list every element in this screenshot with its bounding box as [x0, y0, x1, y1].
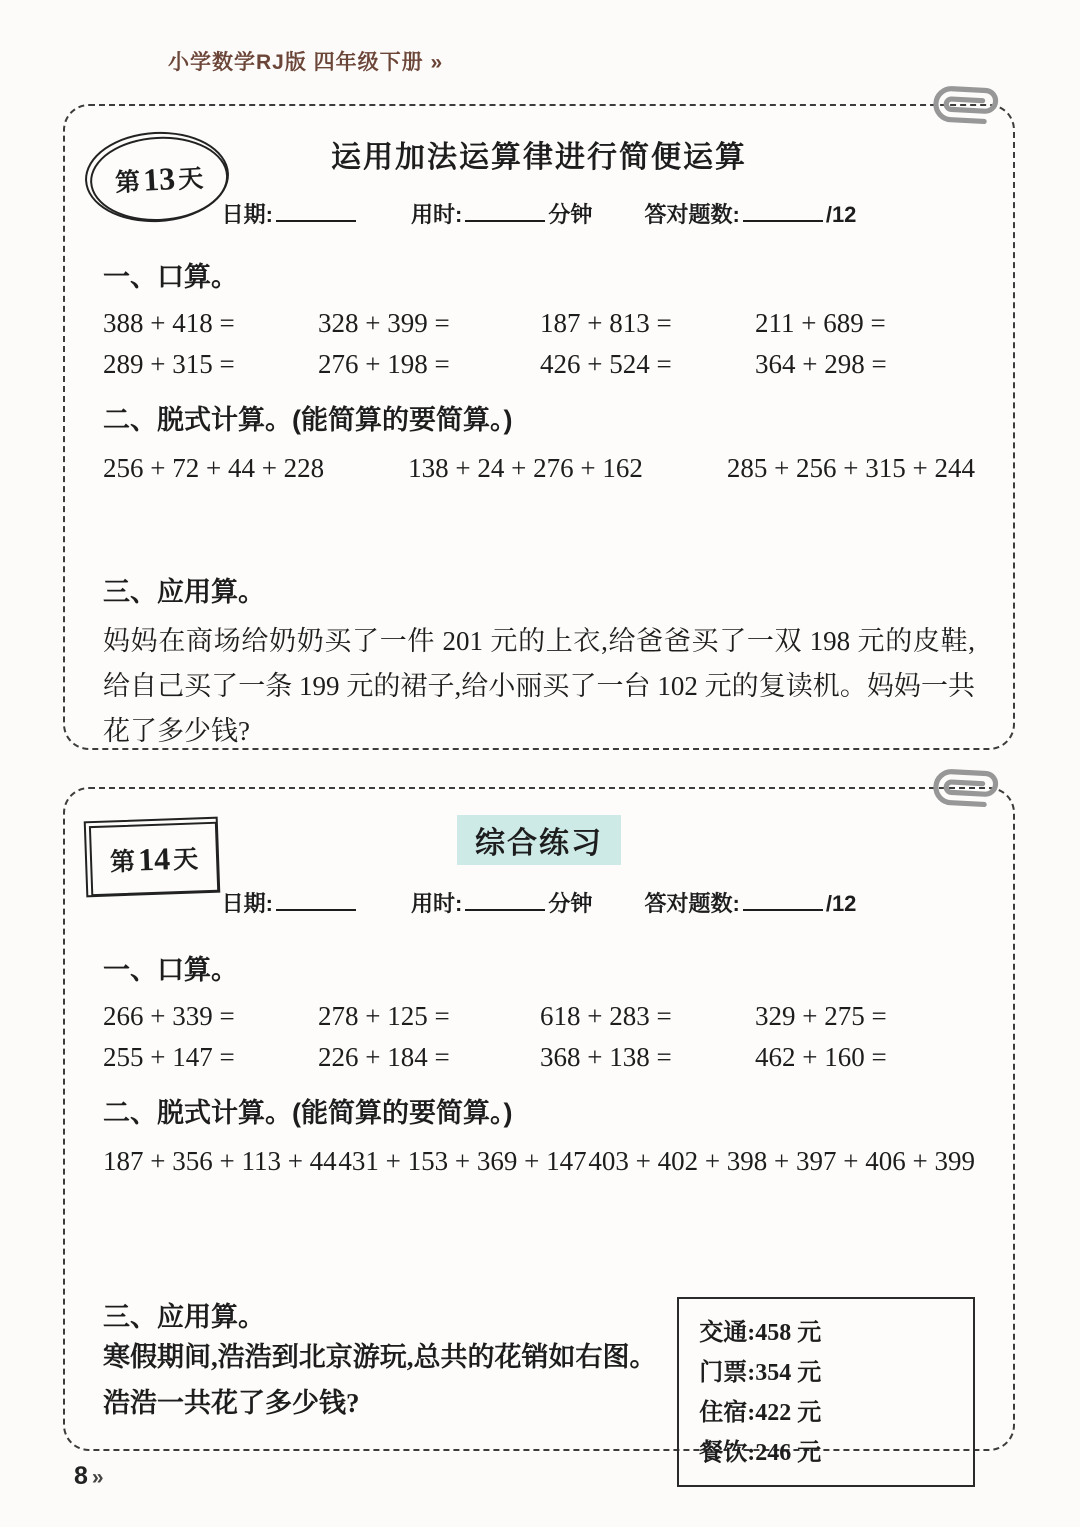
- badge-number: 14: [137, 839, 171, 877]
- time-blank: [465, 891, 545, 911]
- day13-oral-row1: [103, 308, 975, 339]
- time-blank: [465, 202, 545, 222]
- day14-applied-section: [103, 1295, 975, 1487]
- badge-number: 13: [142, 159, 176, 198]
- expense-line: 餐饮:246 元: [699, 1440, 822, 1466]
- oral-expression: 462 + 160 =: [755, 1042, 887, 1072]
- page-number: [74, 1462, 104, 1491]
- oral-expression: 364 + 298 =: [755, 349, 887, 379]
- date-label: 日期:: [221, 891, 273, 916]
- day14-oral-row1: [103, 1001, 975, 1032]
- oral-expression: 187 + 813 =: [540, 308, 672, 338]
- day14-applied-heading: 三、应用算。: [103, 1302, 265, 1332]
- badge-suffix: 天: [177, 164, 204, 194]
- day14-title: [103, 815, 975, 865]
- tuoshi-expression: 285 + 256 + 315 + 244: [726, 453, 975, 483]
- day14-oral-heading: 一、口算。: [103, 955, 238, 985]
- day13-applied-text: 妈妈在商场给奶奶买了一件 201 元的上衣,给爸爸买了一双 198 元的皮鞋,给自己买了一条 199 元的裙子,给小丽买了一台 102 元的复读机。妈妈一共花了多少钱?: [103, 626, 975, 746]
- date-label: 日期:: [221, 202, 273, 227]
- oral-expression: 329 + 275 =: [755, 1001, 887, 1031]
- date-blank: [276, 202, 356, 222]
- book-header: 小学数学RJ版 四年级下册 »: [168, 51, 444, 74]
- day13-tuoshi-problems: [103, 453, 975, 484]
- score-total: /12: [825, 891, 857, 916]
- oral-expression: 266 + 339 =: [103, 1001, 235, 1031]
- score-blank: [743, 202, 823, 222]
- day14-title-highlight: 综合练习: [457, 815, 621, 865]
- oral-expression: 211 + 689 =: [755, 308, 886, 338]
- oral-expression: 368 + 138 =: [540, 1042, 672, 1072]
- badge-prefix: 第: [114, 167, 141, 198]
- time-label: 用时:: [411, 202, 463, 227]
- time-label: 用时:: [411, 891, 463, 916]
- day14-tuoshi-heading: 二、脱式计算。(能简算的要简算。): [103, 1098, 513, 1128]
- tuoshi-expression: 256 + 72 + 44 + 228: [103, 453, 325, 483]
- expense-line: 交通:458 元: [699, 1320, 822, 1346]
- work-space: [103, 1177, 975, 1295]
- oral-expression: 426 + 524 =: [540, 349, 672, 379]
- page-number-value: 8: [74, 1462, 88, 1490]
- minutes-label: 分钟: [548, 891, 593, 916]
- oral-expression: 226 + 184 =: [318, 1042, 450, 1072]
- oral-expression: 276 + 198 =: [318, 349, 450, 379]
- oral-expression: 388 + 418 =: [103, 308, 235, 338]
- tuoshi-expression: 187 + 356 + 113 + 44: [103, 1146, 337, 1176]
- score-total: /12: [825, 202, 857, 227]
- day14-card: [63, 787, 1015, 1466]
- day14-applied-line1: 寒假期间,浩浩到北京游玩,总共的花销如右图。: [103, 1342, 657, 1372]
- expense-box: [677, 1297, 975, 1487]
- score-label: 答对题数:: [644, 891, 740, 916]
- score-label: 答对题数:: [644, 202, 740, 227]
- day14-oral-row2: [103, 1042, 975, 1073]
- expense-line: 门票:354 元: [699, 1360, 822, 1386]
- oral-expression: 289 + 315 =: [103, 349, 235, 379]
- day13-card: [63, 104, 1015, 750]
- expense-line: 住宿:422 元: [699, 1400, 822, 1426]
- day13-oral-heading: 一、口算。: [103, 262, 238, 292]
- score-blank: [743, 891, 823, 911]
- day13-tuoshi-heading: 二、脱式计算。(能简算的要简算。): [103, 405, 513, 435]
- tuoshi-expression: 403 + 402 + 398 + 397 + 406 + 399: [588, 1146, 975, 1176]
- badge-suffix: 天: [172, 845, 199, 875]
- minutes-label: 分钟: [548, 202, 593, 227]
- tuoshi-expression: 431 + 153 + 369 + 147: [338, 1146, 587, 1176]
- day14-meta-line: [103, 887, 975, 918]
- date-blank: [276, 891, 356, 911]
- badge-prefix: 第: [109, 847, 136, 877]
- oral-expression: 255 + 147 =: [103, 1042, 235, 1072]
- day13-meta-line: [103, 198, 975, 229]
- oral-expression: 278 + 125 =: [318, 1001, 450, 1031]
- day13-title: 运用加法运算律进行简便运算: [331, 141, 747, 174]
- day13-applied-heading: 三、应用算。: [103, 577, 265, 607]
- tuoshi-expression: 138 + 24 + 276 + 162: [408, 453, 643, 483]
- day13-oral-row2: [103, 349, 975, 380]
- oral-expression: 618 + 283 =: [540, 1001, 672, 1031]
- day13-body: [65, 106, 1013, 754]
- day14-body: [65, 789, 1013, 1487]
- page-number-chevron: »: [91, 1466, 104, 1489]
- day14-tuoshi-problems: [103, 1146, 975, 1177]
- day14-applied-line2: 浩浩一共花了多少钱?: [103, 1388, 360, 1418]
- day14-applied-left: [103, 1295, 677, 1426]
- oral-expression: 328 + 399 =: [318, 308, 450, 338]
- work-space: [103, 484, 975, 570]
